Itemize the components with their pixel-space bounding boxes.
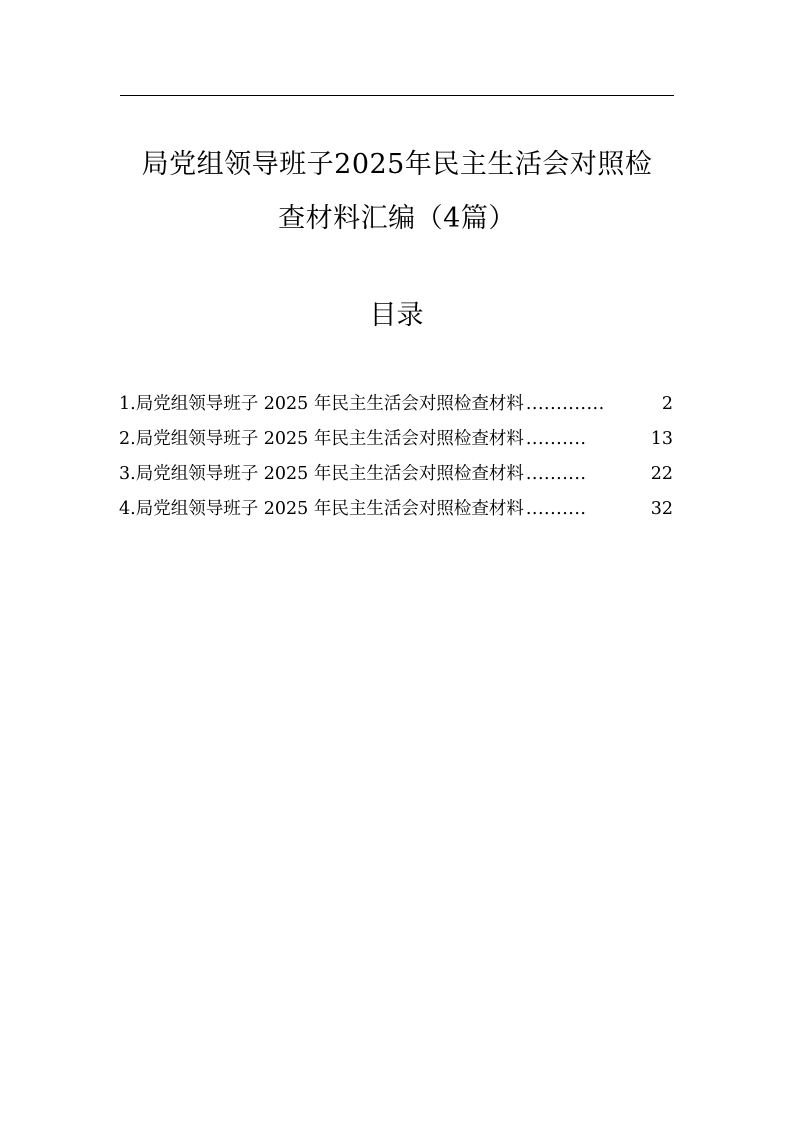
toc-leader-dots: .............	[525, 394, 605, 414]
toc-page-number: 22	[650, 464, 673, 484]
toc-heading: 目录	[369, 300, 424, 331]
toc-entry-2[interactable]	[119, 425, 673, 460]
toc-entry-4[interactable]	[119, 495, 673, 530]
document-title	[110, 138, 684, 246]
toc-entry-text: 2.局党组领导班子 2025 年民主生活会对照检查材料	[119, 429, 524, 449]
table-of-contents	[119, 390, 673, 530]
toc-entry-text: 1.局党组领导班子 2025 年民主生活会对照检查材料	[119, 394, 524, 414]
toc-page-number: 32	[650, 499, 673, 519]
header-rule	[120, 95, 674, 96]
toc-entry-text: 3.局党组领导班子 2025 年民主生活会对照检查材料	[119, 464, 524, 484]
toc-leader-dots: ..........	[525, 499, 587, 519]
toc-entry-text: 4.局党组领导班子 2025 年民主生活会对照检查材料	[119, 499, 524, 519]
toc-entry-3[interactable]	[119, 460, 673, 495]
toc-entry-1[interactable]	[119, 390, 673, 425]
document-title-line-1: 局党组领导班子2025年民主生活会对照检	[141, 149, 653, 180]
toc-page-number: 13	[650, 429, 673, 449]
toc-page-number: 2	[661, 394, 673, 414]
document-title-line-2: 查材料汇编（4篇）	[278, 203, 516, 234]
toc-leader-dots: ..........	[525, 429, 587, 449]
toc-leader-dots: ..........	[525, 464, 587, 484]
